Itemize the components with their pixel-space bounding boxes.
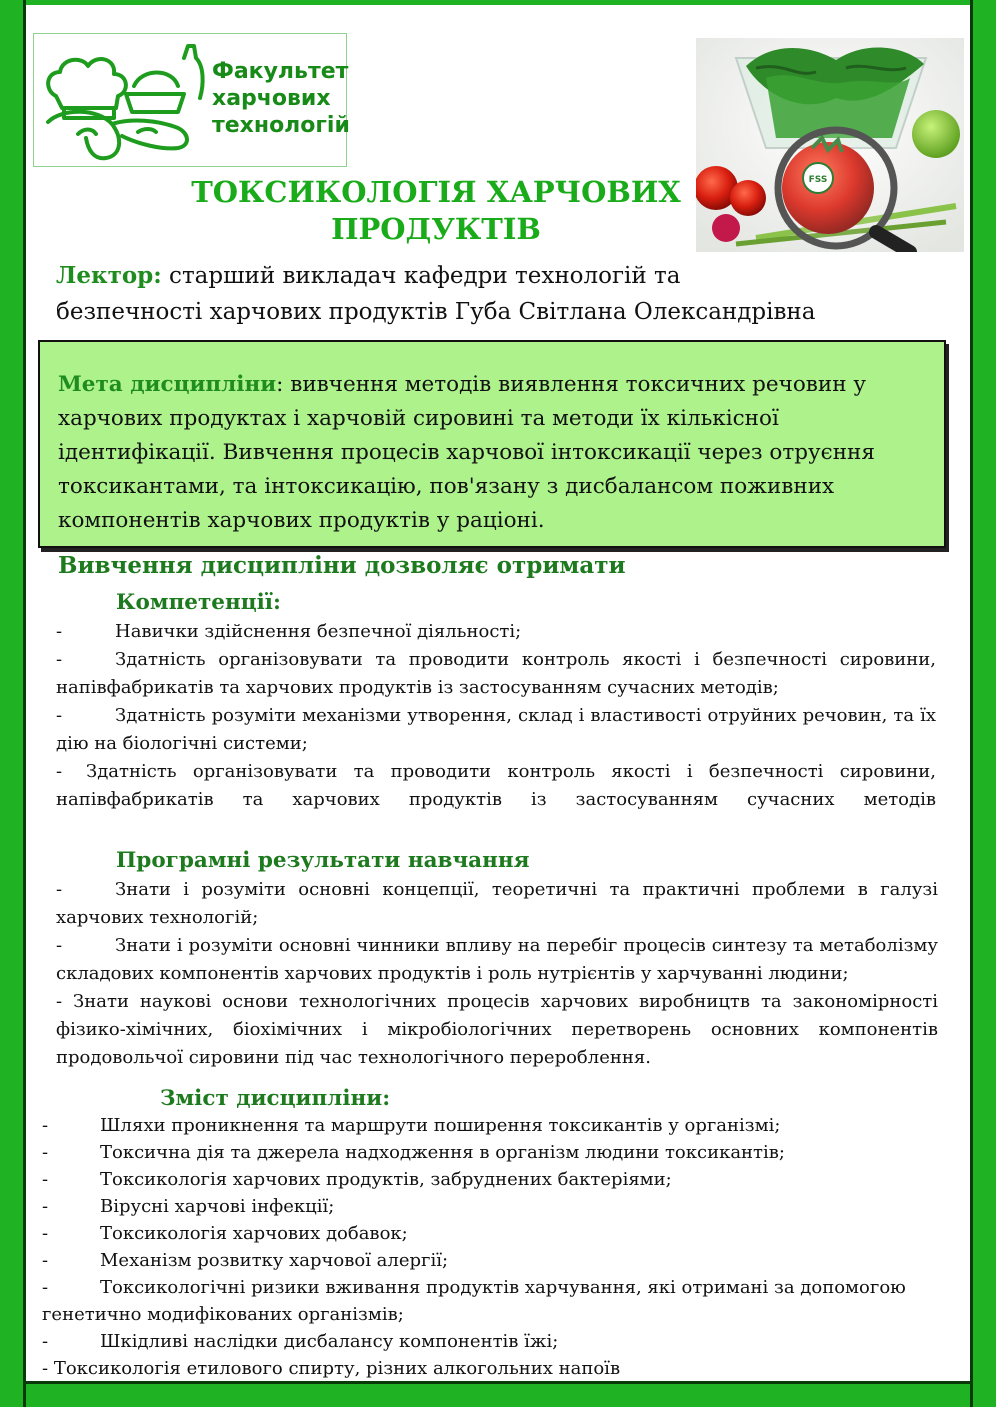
page-title xyxy=(180,174,692,248)
faculty-name-line2: харчових xyxy=(212,86,331,111)
lector-info xyxy=(56,258,936,330)
list-item: - Знати і розуміти основні концепції, теоретичні та практичні проблеми в галузі харчових технологій; xyxy=(56,879,938,928)
list-item: - Здатність розуміти механізми утворення, склад і властивості отруйних речовин, та їх дію на біологічні системи; xyxy=(56,705,936,754)
chef-bread-logo-icon xyxy=(38,38,208,164)
page-title-line2: ПРОДУКТІВ xyxy=(331,212,541,246)
page-frame-bottom xyxy=(26,1381,970,1407)
list-item: - Знати і розуміти основні чинники впливу на перебіг процесів синтезу та метаболізму складових компонентів харчових продуктів і роль нутрієнтів у харчуванні людини; xyxy=(56,935,938,984)
lector-text-line2: безпечності харчових продуктів Губа Світлана Олександрівна xyxy=(56,299,816,325)
results-heading: Програмні результати навчання xyxy=(116,848,530,873)
list-item: - Знати наукові основи технологічних процесів харчових виробництв та закономірності фізико-хімічних, біохімічних і мікробіологічних перетворень основних компонентів продовольчої сировини під час технологічного перероблення. xyxy=(56,991,938,1068)
list-item: - Токсикологічні ризики вживання продуктів харчування, які отримані за допомогою генетично модифікованих організмів; xyxy=(42,1277,906,1325)
list-item: - Токсикологія харчових продуктів, забруднених бактеріями; xyxy=(42,1169,672,1190)
faculty-name-line1: Факультет xyxy=(212,59,349,84)
list-item: - Токсична дія та джерела надходження в організм людини токсикантів; xyxy=(42,1142,785,1163)
vegetables-magnifier-illustration xyxy=(696,38,964,252)
competences-list xyxy=(56,618,936,814)
goal-text: : вивчення методів виявлення токсичних речовин у харчових продуктах і харчовій сировині та методи їх кількісної ідентифікації. Вивчення процесів харчової інтоксикації через отруєння токсикантами, та інтоксикацію, пов'язану з дисбалансом поживних компонентів харчових продуктів у раціоні. xyxy=(58,372,875,533)
faculty-name-line3: технологій xyxy=(212,113,350,138)
discipline-goal-box xyxy=(38,340,946,548)
content-list xyxy=(42,1112,938,1382)
lector-text-line1: старший викладач кафедри технологій та xyxy=(161,263,681,289)
list-item: - Вірусні харчові інфекції; xyxy=(42,1196,335,1217)
list-item: - Токсикологія харчових добавок; xyxy=(42,1223,408,1244)
list-item: - Шкідливі наслідки дисбалансу компонентів їжі; xyxy=(42,1331,559,1352)
vegetables-photo xyxy=(696,38,964,252)
page-frame-left xyxy=(0,0,26,1407)
section-heading: Вивчення дисципліни дозволяє отримати xyxy=(58,552,626,579)
fss-badge: FSS xyxy=(808,175,828,185)
page-title-line1: ТОКСИКОЛОГІЯ ХАРЧОВИХ xyxy=(191,175,681,209)
list-item: - Механізм розвитку харчової алергії; xyxy=(42,1250,449,1271)
list-item: - Шляхи проникнення та маршрути поширення токсикантів у організмі; xyxy=(42,1115,781,1136)
goal-label: Мета дисципліни xyxy=(58,372,277,397)
list-item: - Здатність організовувати та проводити контроль якості і безпечності сировини, напівфабрикатів та харчових продуктів із застосуванням сучасних методів; xyxy=(56,649,936,698)
competences-heading: Компетенції: xyxy=(116,590,281,615)
faculty-name xyxy=(212,58,350,139)
lector-label: Лектор: xyxy=(56,262,162,289)
results-list xyxy=(56,876,938,1072)
list-item: - Токсикологія етилового спирту, різних алкогольних напоїв xyxy=(42,1358,621,1379)
faculty-logo xyxy=(33,33,350,167)
page-frame-right xyxy=(970,0,996,1407)
page-frame-top xyxy=(26,0,970,5)
list-item: - Навички здійснення безпечної діяльності; xyxy=(56,621,522,642)
list-item: - Здатність організовувати та проводити контроль якості і безпечності сировини, напівфабрикатів та харчових продуктів із застосуванням сучасних методів xyxy=(56,761,936,810)
content-heading: Зміст дисципліни: xyxy=(160,1086,391,1111)
